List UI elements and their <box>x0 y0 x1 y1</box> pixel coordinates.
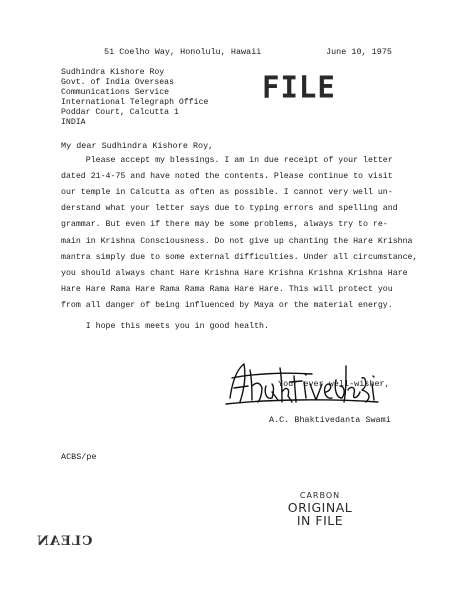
recipient-line: International Telegraph Office <box>61 98 209 107</box>
sender-address: 51 Coelho Way, Honolulu, Hawaii <box>104 47 262 57</box>
recipient-line: Sudhindra Kishore Roy <box>61 68 165 77</box>
handwritten-signature <box>222 356 382 412</box>
salutation: My dear Sudhindra Kishore Roy, <box>61 141 214 151</box>
letter-date: June 10, 1975 <box>326 47 392 57</box>
stamp-line: CARBON <box>299 491 341 500</box>
carbon-original-stamp <box>280 491 360 527</box>
stamp-line: ORIGINAL <box>287 500 353 515</box>
body-line: grammar. But even if there may be some problems, always try to re- <box>61 220 388 229</box>
body-line: main in Krishna Consciousness. Do not give up chanting the Hare Krishna <box>61 237 413 246</box>
recipient-line: Poddar Court, Calcutta 1 <box>61 108 179 117</box>
body-line: Hare Hare Rama Hare Rama Rama Rama Hare Hare. This will protect you <box>61 285 393 294</box>
body-line: mantra simply due to some external difficulties. Under all circumstance, <box>61 253 418 262</box>
body-line: from all danger of being influenced by Maya or the material energy. <box>61 301 393 310</box>
complimentary-close: Your ever well-wisher, <box>278 379 390 389</box>
body-closing-line: I hope this meets you in good health. <box>61 322 269 331</box>
file-stamp: FILE <box>262 69 336 105</box>
recipient-line: Govt. of India Overseas <box>61 78 175 87</box>
typist-initials: ACBS/pe <box>61 452 97 462</box>
body-line: dated 21-4-75 and have noted the contents. Please continue to visit <box>61 172 393 181</box>
stamp-line: IN FILE <box>296 513 344 528</box>
body-line: Please accept my blessings. I am in due receipt of your letter <box>61 156 393 165</box>
recipient-line: Communications Service <box>61 88 170 97</box>
body-line: you should always chant Hare Krishna Hare Krishna Krishna Krishna Hare <box>61 269 408 278</box>
body-line: derstand what your letter says due to typing errors and spelling and <box>61 204 398 213</box>
signature-name: A.C. Bhaktivedanta Swami <box>269 415 391 425</box>
body-line: our temple in Calcutta as often as possible. I cannot very well un- <box>61 188 393 197</box>
recipient-line: INDIA <box>61 118 86 127</box>
mirrored-mark: CLEAN <box>36 534 93 549</box>
